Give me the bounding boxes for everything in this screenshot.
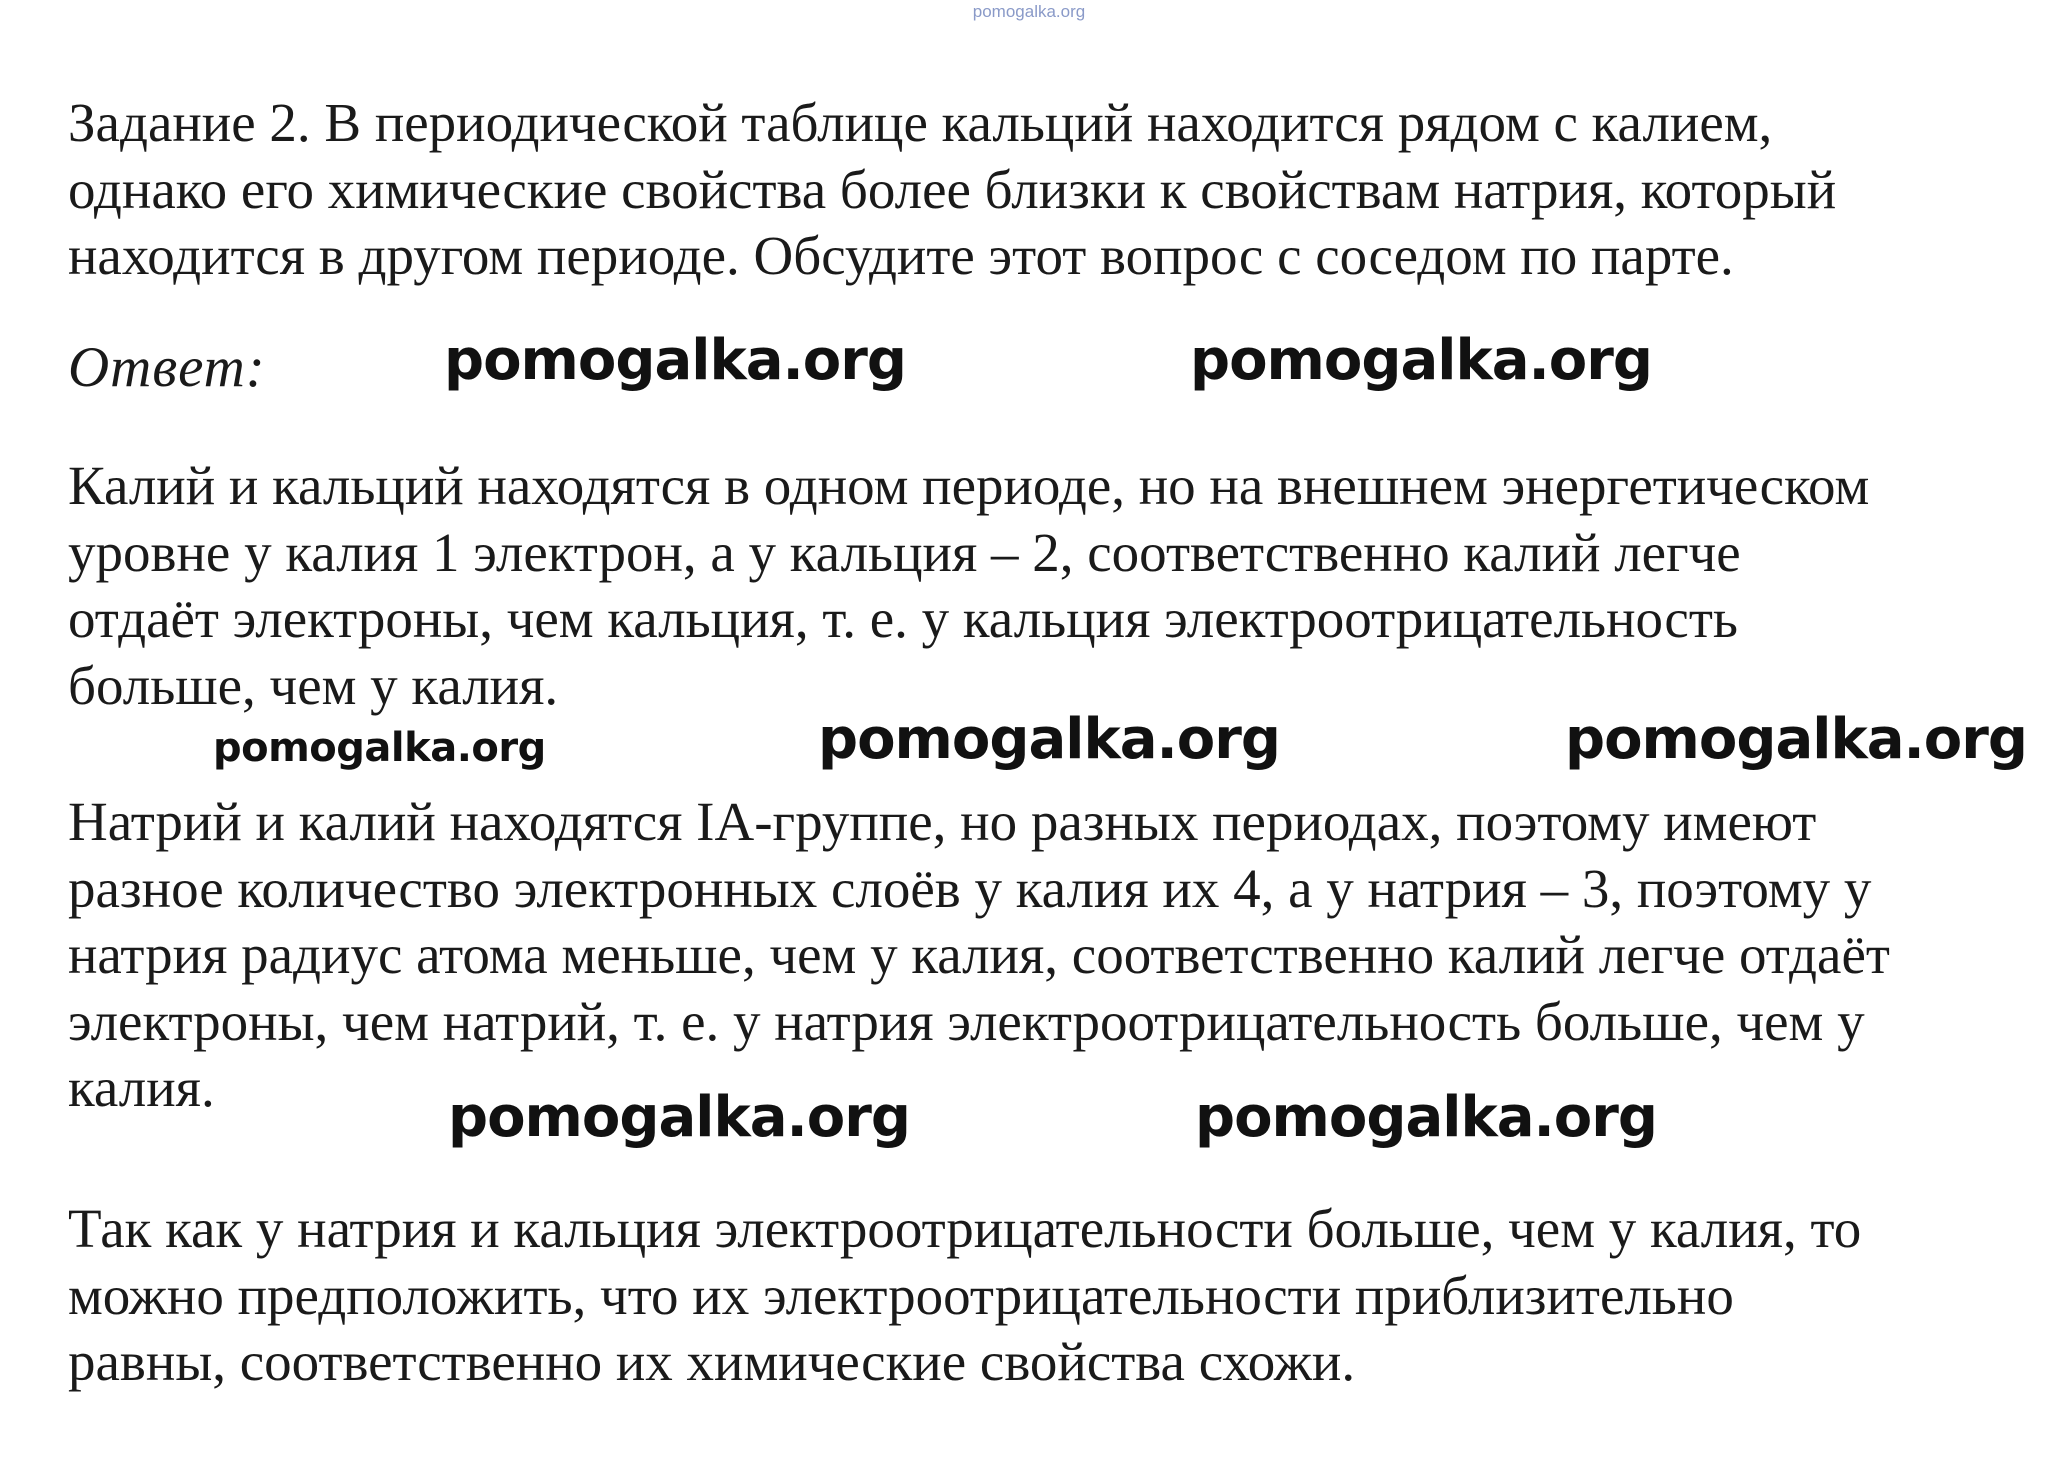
- answer-line: больше, чем у калия.: [68, 654, 559, 716]
- answer-line: калия.: [68, 1057, 215, 1118]
- answer-line: отдаёт электроны, чем кальция, т. е. у кальция электроотрицательность: [68, 588, 1738, 649]
- watermark: pomogalka.org: [1195, 1085, 1657, 1150]
- answer-line: электроны, чем натрий, т. е. у натрия электроотрицательность больше, чем у: [68, 990, 1865, 1052]
- answer-paragraph-3: [68, 1196, 2053, 1396]
- task-line: Задание 2. В периодической таблице кальций находится рядом с калием,: [68, 92, 1773, 153]
- site-watermark-top: pomogalka.org: [972, 2, 1086, 21]
- answer-line: равны, соответственно их химические свойства схожи.: [68, 1331, 1356, 1392]
- task-text: [68, 90, 2053, 290]
- task-line: однако его химические свойства более близки к свойствам натрия, который: [68, 158, 1837, 220]
- watermark: pomogalka.org: [213, 725, 546, 771]
- answer-paragraph-1: [68, 453, 2053, 719]
- answer-line: разное количество электронных слоёв у калия их 4, а у натрия – 3, поэтому у: [68, 857, 1872, 919]
- answer-line: Калий и кальций находятся в одном периоде, но на внешнем энергетическом: [68, 455, 1870, 516]
- watermark: pomogalka.org: [1190, 328, 1652, 393]
- answer-line: Так как у натрия и кальция электроотрицательности больше, чем у калия, то: [68, 1198, 1862, 1259]
- watermark: pomogalka.org: [448, 1085, 910, 1150]
- answer-line: натрия радиус атома меньше, чем у калия, соответственно калий легче отдаёт: [68, 924, 1890, 985]
- answer-line: можно предположить, что их электроотрицательности приблизительно: [68, 1264, 1734, 1326]
- task-line: находится в другом периоде. Обсудите этот вопрос с соседом по парте.: [68, 225, 1734, 286]
- answer-paragraph-2: [68, 789, 2053, 1122]
- watermark: pomogalka.org: [1565, 707, 2027, 772]
- answer-line: Натрий и калий находятся IA-группе, но разных периодах, поэтому имеют: [68, 791, 1817, 852]
- watermark: pomogalka.org: [444, 328, 906, 393]
- watermark: pomogalka.org: [818, 707, 1280, 772]
- answer-label: Ответ:: [68, 336, 266, 399]
- answer-line: уровне у калия 1 электрон, а у кальция – 2, соответственно калий легче: [68, 521, 1741, 583]
